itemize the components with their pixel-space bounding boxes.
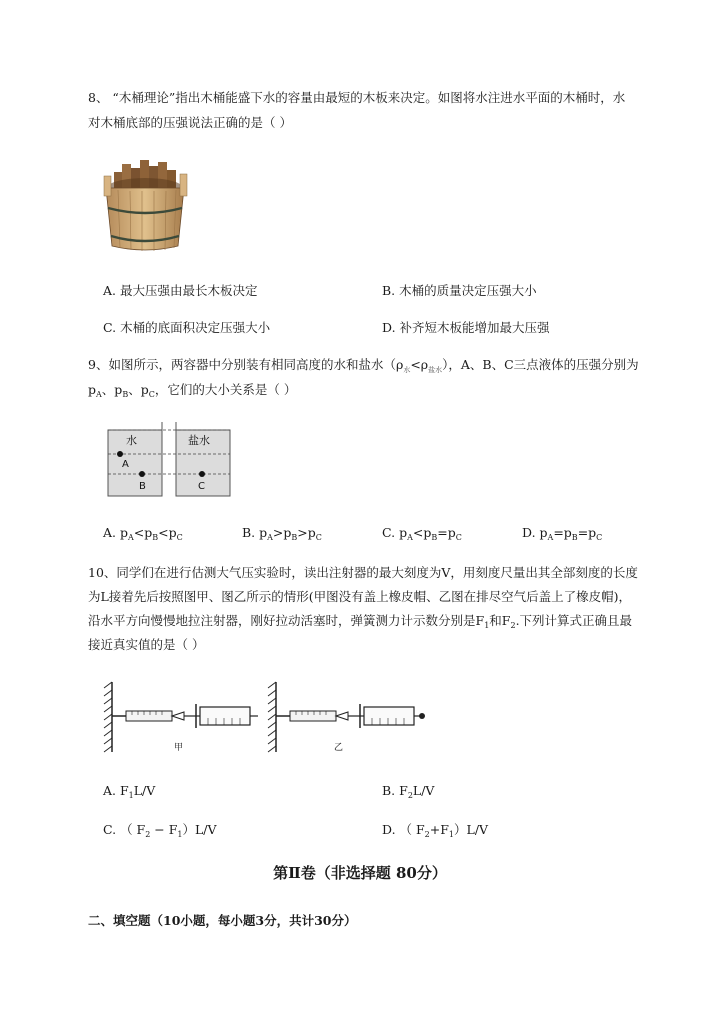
opt-sub: B (291, 533, 298, 542)
opt-text: =p (577, 525, 597, 540)
opt-text: B. p (242, 525, 268, 540)
q8-option-b[interactable]: B. 木桶的质量决定压强大小 (382, 283, 537, 298)
opt-sub: 1 (128, 791, 134, 800)
point-c-dot (199, 471, 205, 477)
salt-water-label: 盐水 (188, 434, 210, 447)
opt-text: B. F (382, 783, 408, 798)
opt-sub: A (127, 533, 134, 542)
q9-text: 、p (101, 382, 123, 397)
point-b-label: B (139, 481, 146, 492)
opt-sub: B (152, 533, 159, 542)
q10-text: .下列计算式正确且最 (515, 613, 633, 628)
q9-text: 9、如图所示，两容器中分别装有相同高度的水和盐水（ρ (88, 357, 404, 372)
opt-text: A. F (103, 783, 129, 798)
q10-option-d[interactable] (382, 820, 488, 839)
opt-text: L/V (133, 783, 156, 798)
opt-text: >p (272, 525, 292, 540)
opt-text: +F (429, 822, 449, 837)
opt-text: − F (150, 822, 178, 837)
opt-text: >p (297, 525, 316, 540)
opt-sub: 2 (424, 830, 430, 839)
q9-text: 、p (128, 382, 149, 397)
q9-sub: B (122, 390, 129, 399)
q10-option-b[interactable] (382, 783, 434, 800)
opt-sub: C (315, 533, 322, 542)
point-a-label: A (122, 459, 129, 470)
opt-text: A. p (103, 525, 128, 540)
q10-stem-line2: 为L接着先后按照图甲、图乙所示的情形(甲图没有盖上橡皮帽、乙图在排尽空气后盖上了橡皮帽)， (88, 589, 632, 604)
q10-text: 和F (489, 613, 511, 628)
q10-text: 沿水平方向慢慢地拉注射器，刚好拉动活塞时，弹簧测力计示数分别是F (88, 613, 485, 628)
q9-stem-line1 (88, 355, 639, 380)
opt-text: =p (437, 525, 456, 540)
opt-text: <p (158, 525, 177, 540)
q9-text: p (88, 382, 97, 397)
opt-sub: B (571, 533, 578, 542)
label-yi: 乙 (334, 743, 344, 753)
point-c-label: C (198, 481, 205, 492)
opt-text: D. （ F (382, 822, 425, 837)
q10-option-a[interactable] (103, 783, 155, 800)
q8-option-a[interactable]: A. 最大压强由最长木板决定 (103, 283, 258, 298)
section-subtitle: 二、填空题（10小题，每小题3分，共计30分） (88, 913, 357, 928)
q10-sub: 1 (484, 621, 490, 630)
opt-sub: 2 (145, 830, 151, 839)
opt-text: C. p (382, 525, 408, 540)
q8-stem-line2: 对木桶底部的压强说法正确的是（ ） (88, 115, 292, 130)
q9-text: ），A、B、C三点液体的压强分别为 (442, 357, 639, 372)
q9-text: ，它们的大小关系是（ ） (154, 382, 297, 397)
opt-sub: A (547, 533, 554, 542)
q9-option-b[interactable] (242, 525, 322, 542)
opt-sub: 1 (448, 830, 455, 839)
q9-option-d[interactable] (522, 525, 602, 542)
containers-figure (106, 422, 232, 498)
q10-stem-line1: 10、同学们在进行估测大气压实验时，读出注射器的最大刻度为V，用刻度尺量出其全部刻度的长度 (88, 565, 638, 580)
q9-sub: A (96, 390, 102, 399)
opt-sub: 2 (407, 791, 413, 800)
opt-sub: A (267, 533, 273, 542)
q9-text: <ρ (410, 357, 429, 372)
opt-sub: A (407, 533, 413, 542)
label-jia: 甲 (174, 743, 184, 753)
syringe-experiment-figure (100, 678, 430, 756)
q9-option-a[interactable] (103, 525, 183, 542)
opt-text: <p (412, 525, 432, 540)
q10-stem-line4: 接近真实值的是（ ） (88, 637, 205, 652)
opt-text: <p (133, 525, 153, 540)
point-b-dot (139, 471, 145, 477)
opt-text: L/V (412, 783, 435, 798)
opt-text: =p (553, 525, 572, 540)
wooden-bucket-figure (100, 158, 192, 256)
opt-sub: 1 (177, 830, 183, 839)
q8-option-d[interactable]: D. 补齐短木板能增加最大压强 (382, 320, 550, 335)
opt-sub: C (596, 533, 603, 542)
water-label: 水 (126, 434, 137, 447)
figure-yi (268, 682, 425, 753)
opt-sub: B (431, 533, 438, 542)
q10-option-c[interactable] (103, 820, 217, 839)
q10-stem-line3 (88, 611, 632, 636)
opt-text: ）L/V (182, 822, 217, 837)
q8-stem-line1: 8、 “木桶理论”指出木桶能盛下水的容量由最短的木板来决定。如图将水注进水平面的木桶时，水 (88, 90, 626, 105)
opt-text: D. p (522, 525, 548, 540)
opt-text: ）L/V (454, 822, 489, 837)
q8-option-c[interactable]: C. 木桶的底面积决定压强大小 (103, 320, 271, 335)
q9-option-c[interactable] (382, 525, 462, 542)
figure-jia (104, 682, 258, 753)
point-a-dot (117, 451, 123, 457)
q10-sub: 2 (510, 621, 516, 630)
q9-stem-line2 (88, 380, 296, 405)
opt-sub: C (176, 533, 183, 542)
q9-sub-water: 水 (403, 366, 411, 374)
opt-text: C. （ F (103, 822, 146, 837)
section-title: 第Ⅱ卷（非选择题 80分） (273, 864, 447, 882)
q9-sub: C (148, 390, 155, 399)
opt-sub: C (455, 533, 462, 542)
q9-sub-salt: 盐水 (428, 366, 443, 374)
